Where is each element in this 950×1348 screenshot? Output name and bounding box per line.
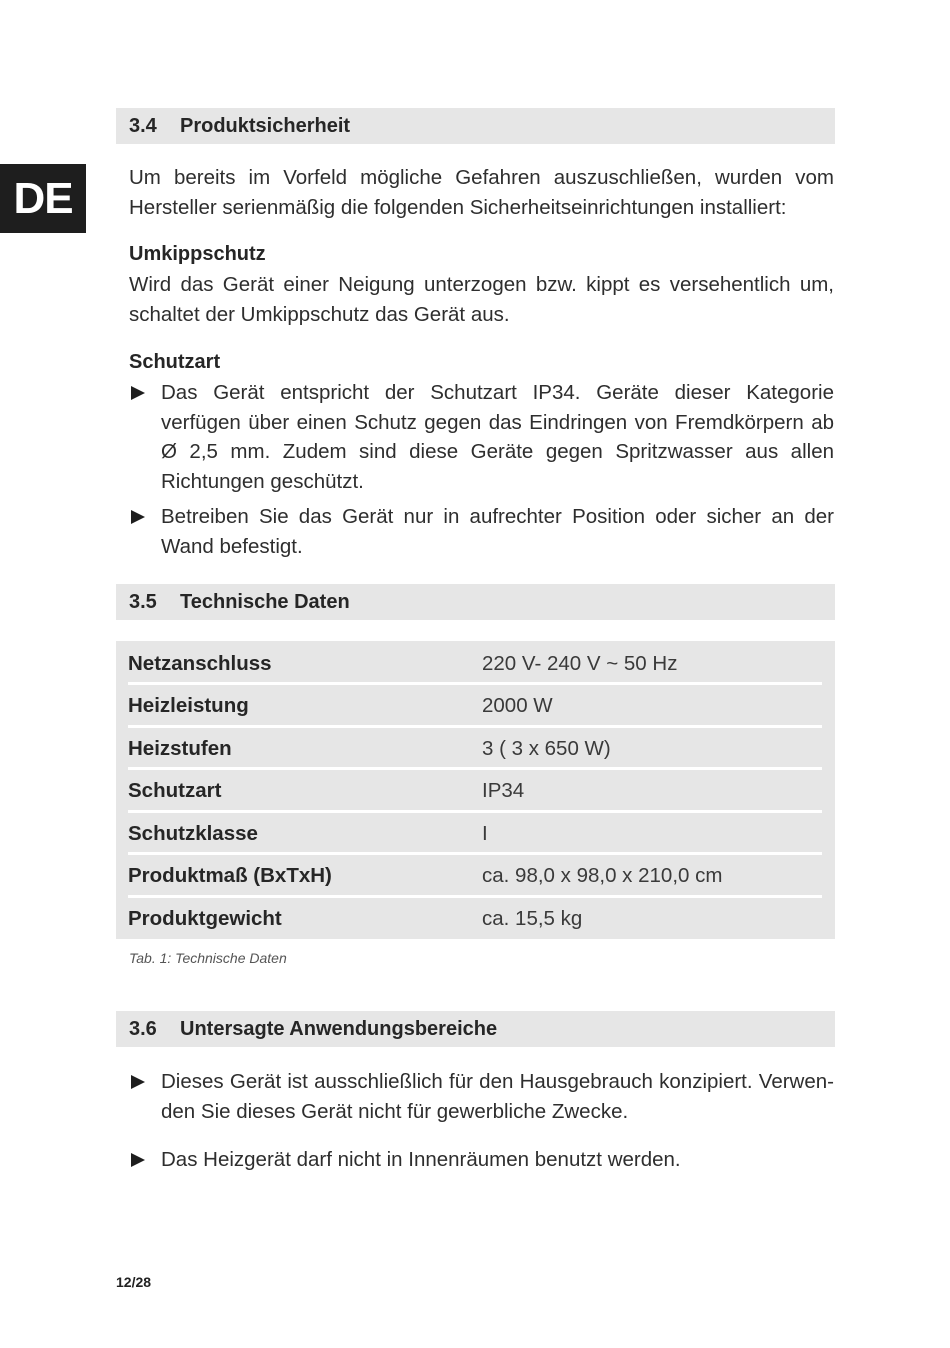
row-value: 2000 W bbox=[482, 694, 553, 717]
list-item bbox=[129, 1067, 834, 1126]
list-item-text: Das Gerät entspricht der Schutzart IP34. Geräte dieser Kategorie verfügen über einen Schutz gegen das Eindringen von Fremdkörpern ab Ø 2,5 mm. Zudem sind diese Geräte gegen Spritzwasser aus allen Richtungen geschützt. bbox=[161, 381, 834, 493]
table-row bbox=[128, 770, 822, 812]
list-item bbox=[129, 1145, 834, 1175]
technical-data-table bbox=[116, 641, 835, 939]
list-item-text: Betreiben Sie das Gerät nur in aufrechter Position oder sicher an der Wand befestigt. bbox=[161, 505, 834, 558]
section-number: 3.6 bbox=[129, 1017, 157, 1040]
row-value: ca. 15,5 kg bbox=[482, 907, 583, 930]
table-row bbox=[128, 813, 822, 855]
section-heading-produktsicherheit bbox=[116, 108, 835, 144]
subheading-schutzart: Schutzart bbox=[129, 351, 221, 373]
row-value: ca. 98,0 x 98,0 x 210,0 cm bbox=[482, 864, 723, 887]
table-row bbox=[128, 643, 822, 685]
row-label: Netzanschluss bbox=[128, 652, 272, 675]
page-number: 12/28 bbox=[116, 1274, 152, 1290]
intro-paragraph: Um bereits im Vorfeld mögliche Gefahren auszuschließen, wurden vom Hersteller serienmäßig die folgenden Sicherheitseinrichtungen installiert: bbox=[129, 166, 834, 219]
language-tab: DE bbox=[0, 164, 86, 233]
section-heading-technische-daten bbox=[116, 584, 835, 620]
section-title: Technische Daten bbox=[180, 590, 350, 613]
section-heading-untersagte-anwendungsbereiche bbox=[116, 1011, 835, 1047]
row-value: 3 ( 3 x 650 W) bbox=[482, 737, 611, 760]
list-item bbox=[129, 502, 834, 561]
table-row bbox=[128, 855, 822, 897]
row-label: Heizstufen bbox=[128, 737, 232, 760]
row-label: Schutzart bbox=[128, 779, 222, 802]
bullet-arrow-icon bbox=[129, 378, 161, 496]
bullet-arrow-icon bbox=[129, 1067, 161, 1126]
row-value: IP34 bbox=[482, 779, 525, 802]
section-title: Produktsicherheit bbox=[180, 114, 351, 137]
list-item bbox=[129, 378, 834, 496]
row-value: I bbox=[482, 822, 488, 845]
umkippschutz-paragraph: Wird das Gerät einer Neigung unterzogen bzw. kippt es versehentlich um, schaltet der Umkippschutz das Gerät aus. bbox=[129, 273, 834, 326]
row-label: Schutzklasse bbox=[128, 822, 258, 845]
row-label: Produktmaß (BxTxH) bbox=[128, 864, 332, 887]
bullet-arrow-icon bbox=[129, 502, 161, 561]
list-item-text: Das Heizgerät darf nicht in Innenräumen benutzt werden. bbox=[161, 1148, 681, 1171]
list-item-text: Dieses Gerät ist ausschließlich für den Hausgebrauch konzipiert. Verwenden Sie dieses Gerät nicht für gewerbliche Zwecke. bbox=[161, 1070, 834, 1123]
bullet-arrow-icon bbox=[129, 1145, 161, 1175]
row-label: Heizleistung bbox=[128, 694, 249, 717]
subheading-umkippschutz: Umkippschutz bbox=[129, 243, 266, 265]
table-row bbox=[128, 898, 822, 940]
table-caption: Tab. 1: Technische Daten bbox=[129, 950, 287, 966]
section-title: Untersagte Anwendungsbereiche bbox=[180, 1017, 498, 1040]
section-number: 3.5 bbox=[129, 590, 157, 613]
table-row bbox=[128, 685, 822, 727]
section-number: 3.4 bbox=[129, 114, 157, 137]
row-value: 220 V- 240 V ~ 50 Hz bbox=[482, 652, 678, 675]
table-row bbox=[128, 728, 822, 770]
row-label: Produktgewicht bbox=[128, 907, 282, 930]
